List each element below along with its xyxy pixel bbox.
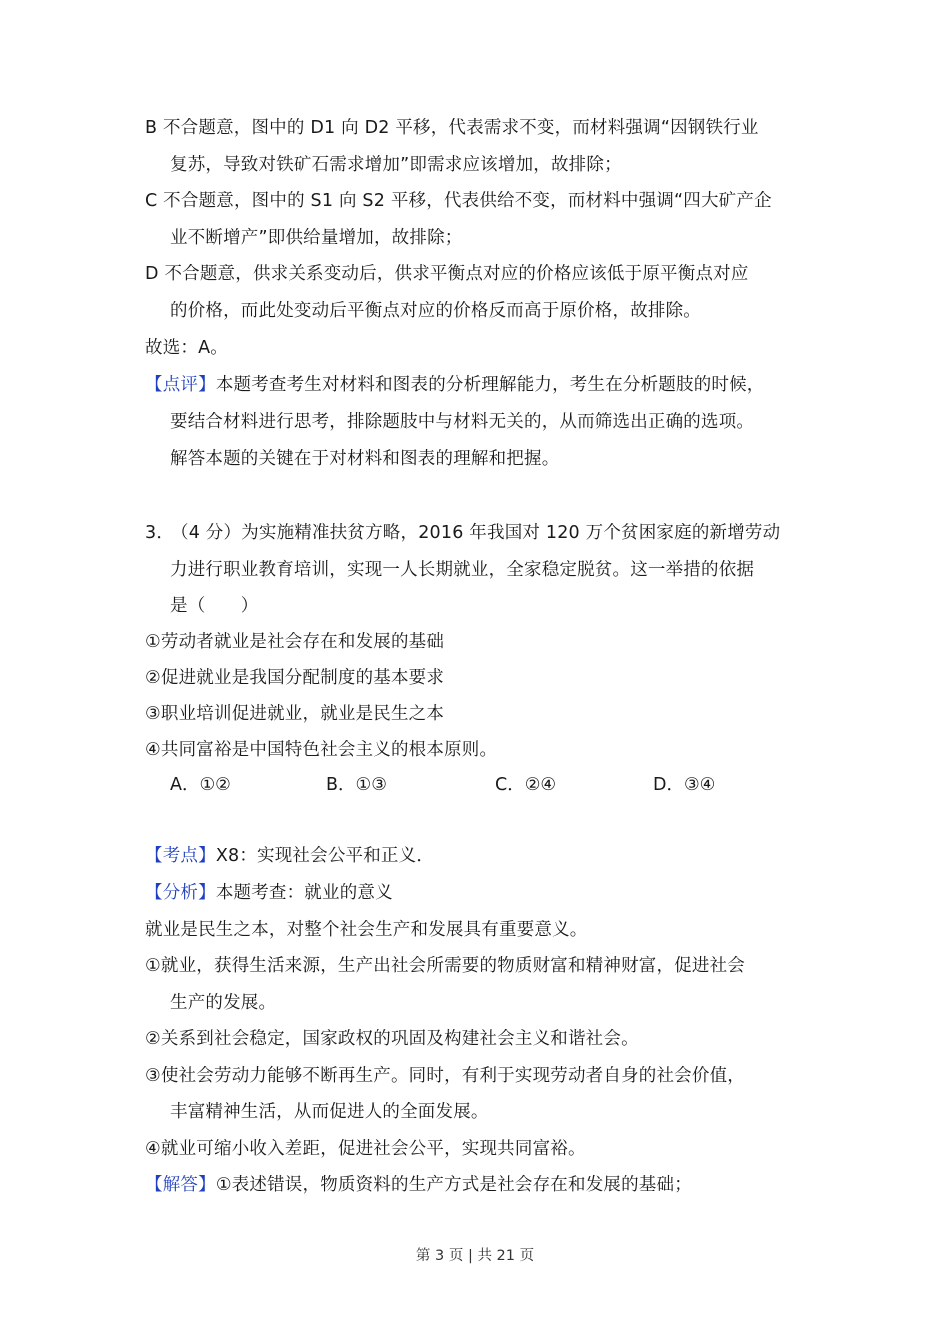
option-a: A．①② (170, 775, 231, 795)
jieda-text: ①表述错误，物质资料的生产方式是社会存在和发展的基础； (215, 1175, 692, 1195)
analysis-body-3: 生产的发展。 (170, 993, 277, 1013)
comment-text-1: 本题考查考生对材料和图表的分析理解能力，考生在分析题肢的时候， (215, 375, 765, 395)
jieda-tag: 【解答】 (145, 1175, 216, 1195)
jieda-line (145, 1174, 692, 1196)
page-footer: 第 3 页 | 共 21 页 (415, 1248, 535, 1264)
statement-3: ③职业培训促进就业，就业是民生之本 (145, 704, 445, 724)
kaodian-line (145, 845, 434, 867)
option-d: D．③④ (653, 775, 716, 795)
question-number: 3． (145, 523, 175, 543)
analysis-body-2: ①就业，获得生活来源，生产出社会所需要的物质财富和精神财富，促进社会 (145, 956, 745, 976)
solution-answer: 故选：A。 (145, 338, 228, 358)
option-b: B．①③ (326, 775, 387, 795)
solution-line-b: B 不合题意，图中的 D1 向 D2 平移，代表需求不变，而材料强调“因钢铁行业 (145, 118, 759, 138)
solution-line-c: C 不合题意，图中的 S1 向 S2 平移，代表供给不变，而材料中强调“四大矿产企 (145, 191, 772, 211)
question-3-line-1 (145, 522, 780, 544)
question-stem-1: （4 分）为实施精准扶贫方略，2016 年我国对 120 万个贫困家庭的新增劳动 (171, 523, 781, 543)
analysis-body-4: ②关系到社会稳定，国家政权的巩固及构建社会主义和谐社会。 (145, 1029, 639, 1049)
analysis-body-1: 就业是民生之本，对整个社会生产和发展具有重要意义。 (145, 920, 588, 940)
comment-line-1 (145, 374, 765, 396)
fenxi-tag: 【分析】 (145, 883, 216, 903)
solution-line-d: D 不合题意，供求关系变动后，供求平衡点对应的价格应该低于原平衡点对应 (145, 264, 749, 284)
comment-line-3: 解答本题的关键在于对材料和图表的理解和把握。 (170, 449, 560, 469)
statement-1: ①劳动者就业是社会存在和发展的基础 (145, 632, 445, 652)
fenxi-line (145, 882, 393, 904)
question-3-line-3: 是（ ） (170, 596, 259, 616)
kaodian-text: X8：实现社会公平和正义． (215, 846, 435, 866)
statement-2: ②促进就业是我国分配制度的基本要求 (145, 668, 445, 688)
analysis-body-6: 丰富精神生活，从而促进人的全面发展。 (170, 1102, 489, 1122)
option-c: C．②④ (495, 775, 557, 795)
statement-4: ④共同富裕是中国特色社会主义的根本原则。 (145, 740, 498, 760)
comment-line-2: 要结合材料进行思考，排除题肢中与材料无关的，从而筛选出正确的选项。 (170, 412, 755, 432)
fenxi-text: 本题考查：就业的意义 (215, 883, 393, 903)
solution-line-c-cont: 业不断增产”即供给量增加，故排除； (170, 228, 463, 248)
kaodian-tag: 【考点】 (145, 846, 216, 866)
question-3-line-2: 力进行职业教育培训，实现一人长期就业，全家稳定脱贫。这一举措的依据 (170, 560, 755, 580)
solution-line-d-cont: 的价格，而此处变动后平衡点对应的价格反而高于原价格，故排除。 (170, 301, 701, 321)
analysis-body-5: ③使社会劳动力能够不断再生产。同时，有利于实现劳动者自身的社会价值， (145, 1066, 745, 1086)
comment-tag: 【点评】 (145, 375, 216, 395)
solution-line-b-cont: 复苏，导致对铁矿石需求增加”即需求应该增加，故排除； (170, 155, 622, 175)
analysis-body-7: ④就业可缩小收入差距，促进社会公平，实现共同富裕。 (145, 1139, 586, 1159)
